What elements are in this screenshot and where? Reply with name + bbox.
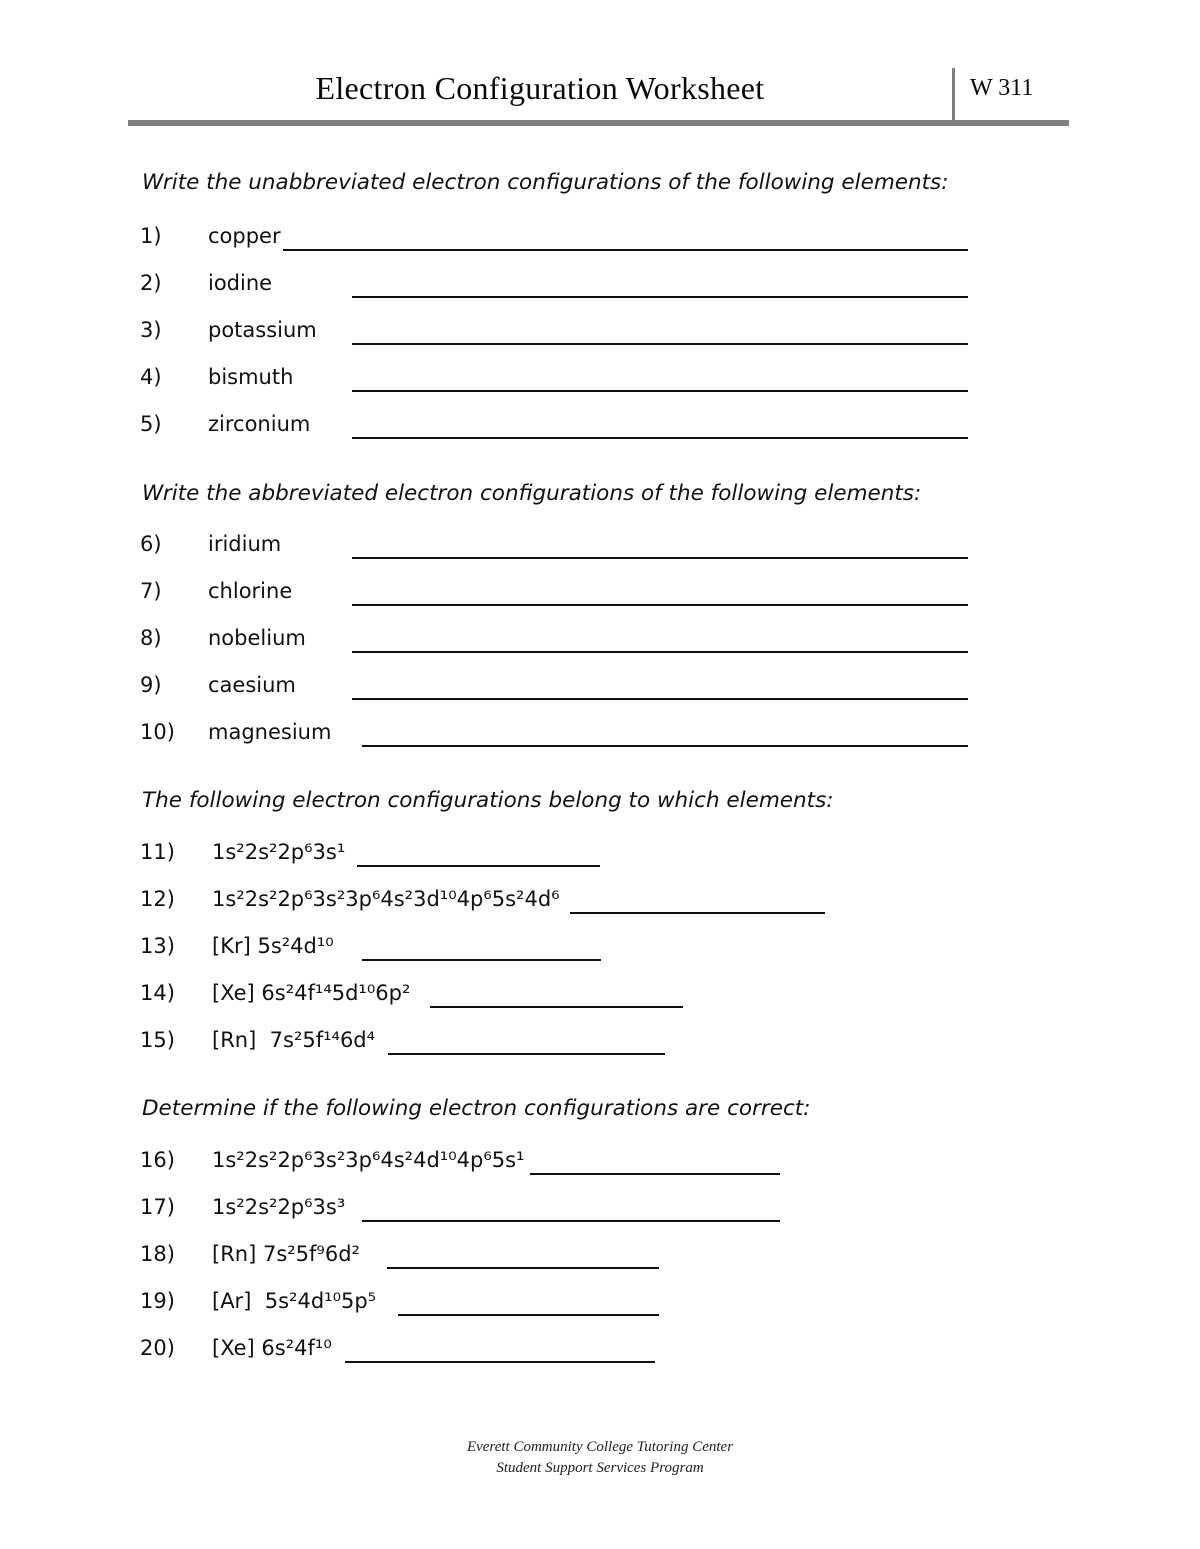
header-divider (952, 68, 955, 123)
answer-blank[interactable] (570, 912, 825, 914)
element-name: copper (208, 224, 281, 248)
answer-blank[interactable] (283, 249, 968, 251)
question-number: 2) (140, 271, 162, 295)
worksheet-code: W 311 (970, 75, 1034, 101)
page-footer (0, 1437, 1200, 1479)
page-title: Electron Configuration Worksheet (315, 70, 765, 106)
question-number: 19) (140, 1289, 175, 1313)
answer-blank[interactable] (352, 604, 968, 606)
question-number: 1) (140, 224, 162, 248)
question-number: 3) (140, 318, 162, 342)
question-number: 7) (140, 579, 162, 603)
answer-blank[interactable] (398, 1314, 659, 1316)
answer-blank[interactable] (352, 390, 968, 392)
question-number: 9) (140, 673, 162, 697)
element-name: bismuth (208, 365, 294, 389)
element-name: chlorine (208, 579, 293, 603)
element-name: potassium (208, 318, 317, 342)
electron-configuration: 1s²2s²2p⁶3s¹ (212, 840, 346, 864)
question-number: 12) (140, 887, 175, 911)
question-number: 16) (140, 1148, 175, 1172)
answer-blank[interactable] (388, 1053, 665, 1055)
element-name: nobelium (208, 626, 306, 650)
answer-blank[interactable] (530, 1173, 780, 1175)
electron-configuration: [Rn] 7s²5f¹⁴6d⁴ (212, 1028, 376, 1052)
question-number: 5) (140, 412, 162, 436)
question-number: 4) (140, 365, 162, 389)
section-1-instruction: Write the unabbreviated electron configurations of the following elements: (142, 170, 949, 195)
electron-configuration: 1s²2s²2p⁶3s³ (212, 1195, 346, 1219)
electron-configuration: 1s²2s²2p⁶3s²3p⁶4s²3d¹⁰4p⁶5s²4d⁶ (212, 887, 560, 911)
question-number: 6) (140, 532, 162, 556)
answer-blank[interactable] (362, 959, 601, 961)
answer-blank[interactable] (352, 651, 968, 653)
question-number: 10) (140, 720, 175, 744)
answer-blank[interactable] (352, 698, 968, 700)
electron-configuration: [Xe] 6s²4f¹⁴5d¹⁰6p² (212, 981, 411, 1005)
footer-line-1: Everett Community College Tutoring Center (466, 1439, 734, 1455)
question-number: 13) (140, 934, 175, 958)
header-rule (128, 120, 1069, 126)
question-number: 8) (140, 626, 162, 650)
question-number: 18) (140, 1242, 175, 1266)
element-name: zirconium (208, 412, 311, 436)
question-number: 14) (140, 981, 175, 1005)
electron-configuration: [Rn] 7s²5f⁹6d² (212, 1242, 360, 1266)
electron-configuration: [Xe] 6s²4f¹⁰ (212, 1336, 332, 1360)
answer-blank[interactable] (345, 1361, 655, 1363)
answer-blank[interactable] (352, 557, 968, 559)
electron-configuration: 1s²2s²2p⁶3s²3p⁶4s²4d¹⁰4p⁶5s¹ (212, 1148, 525, 1172)
answer-blank[interactable] (387, 1267, 659, 1269)
question-number: 11) (140, 840, 175, 864)
question-number: 15) (140, 1028, 175, 1052)
answer-blank[interactable] (352, 343, 968, 345)
answer-blank[interactable] (430, 1006, 683, 1008)
footer-line-2: Student Support Services Program (496, 1460, 704, 1476)
page-header (128, 58, 1069, 124)
answer-blank[interactable] (352, 437, 968, 439)
answer-blank[interactable] (352, 296, 968, 298)
question-number: 17) (140, 1195, 175, 1219)
question-number: 20) (140, 1336, 175, 1360)
element-name: iridium (208, 532, 282, 556)
section-3-instruction: The following electron configurations belong to which elements: (142, 788, 834, 813)
section-4-instruction: Determine if the following electron configurations are correct: (142, 1096, 811, 1121)
element-name: iodine (208, 271, 273, 295)
element-name: magnesium (208, 720, 332, 744)
element-name: caesium (208, 673, 296, 697)
answer-blank[interactable] (362, 745, 968, 747)
electron-configuration: [Kr] 5s²4d¹⁰ (212, 934, 334, 958)
answer-blank[interactable] (362, 1220, 780, 1222)
answer-blank[interactable] (357, 865, 600, 867)
section-2-instruction: Write the abbreviated electron configurations of the following elements: (142, 481, 922, 506)
electron-configuration: [Ar] 5s²4d¹⁰5p⁵ (212, 1289, 377, 1313)
